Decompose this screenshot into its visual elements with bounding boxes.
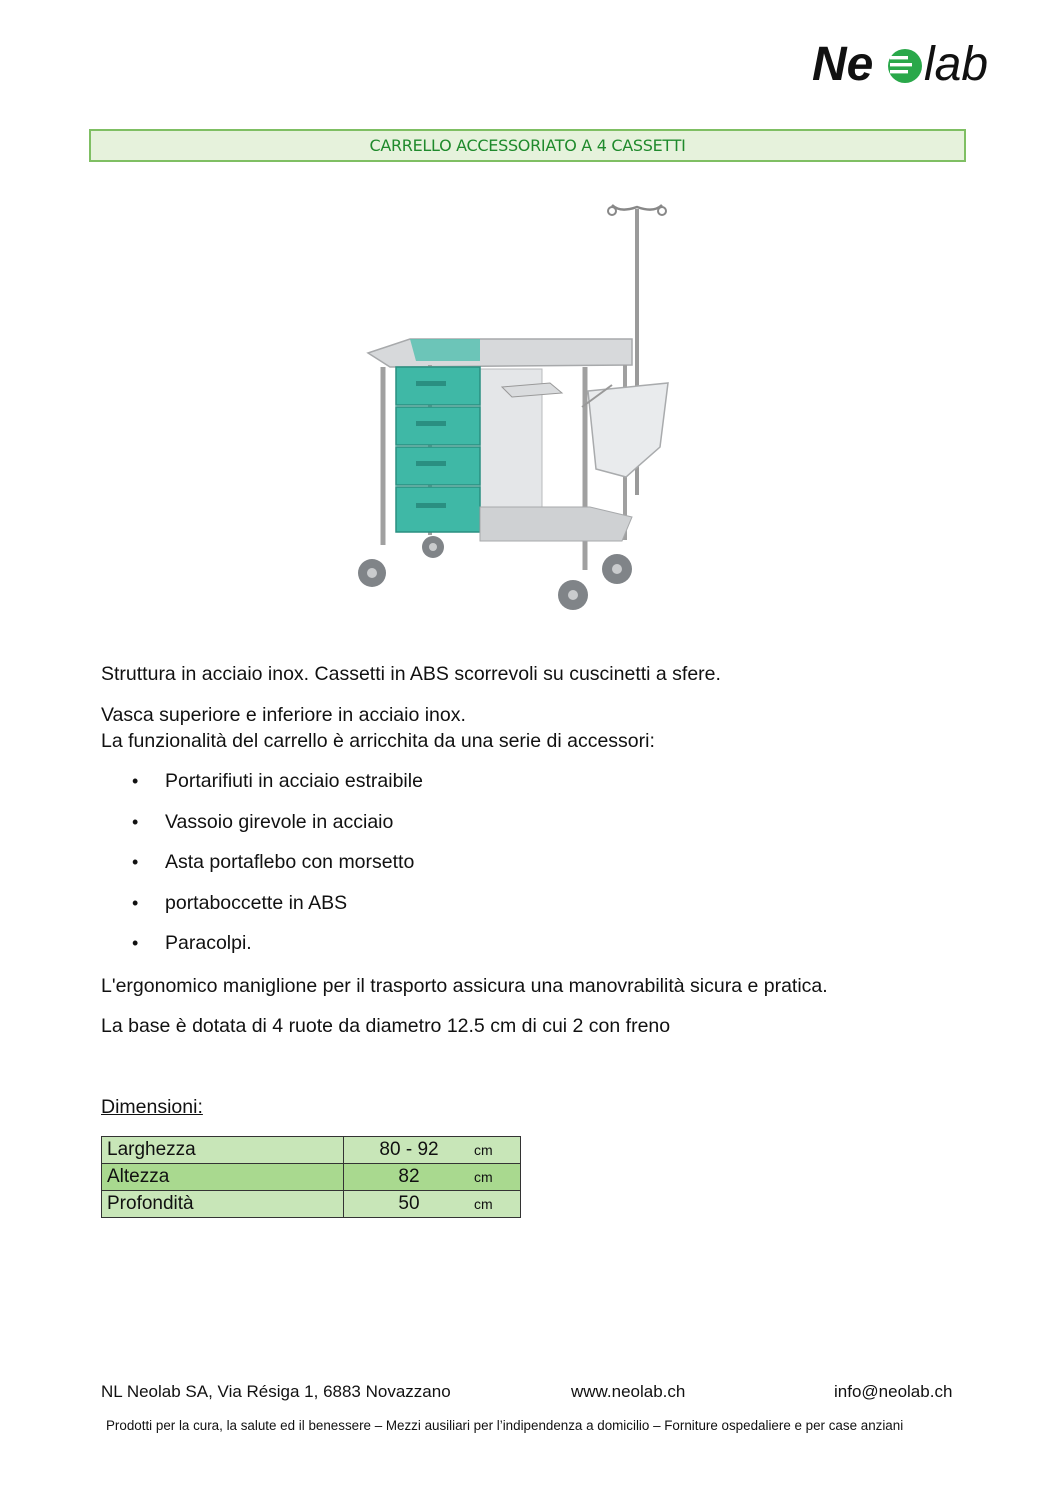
page-title: CARRELLO ACCESSORIATO A 4 CASSETTI: [369, 136, 686, 155]
table-row: [102, 1137, 521, 1164]
logo-text-right: lab: [924, 38, 989, 91]
dimension-value: 82: [344, 1164, 475, 1191]
description-paragraph-2: Vasca superiore e inferiore in acciaio inox.: [101, 704, 466, 726]
dimension-name: Larghezza: [102, 1137, 344, 1164]
list-item: • portaboccette in ABS: [101, 890, 423, 931]
description-paragraph-4: L'ergonomico maniglione per il trasporto assicura una manovrabilità sicura e pratica.: [101, 975, 828, 997]
footer-email-link[interactable]: info@neolab.ch: [834, 1382, 953, 1401]
dimension-name: Profondità: [102, 1191, 344, 1218]
dimension-unit: cm: [474, 1164, 521, 1191]
dimension-value: 80 - 92: [344, 1137, 475, 1164]
description-paragraph-3: La funzionalità del carrello è arricchita da una serie di accessori:: [101, 730, 655, 752]
footer-website-link[interactable]: www.neolab.ch: [571, 1382, 686, 1401]
accessories-list: [101, 768, 423, 971]
dimension-unit: cm: [474, 1137, 521, 1164]
logo-text-left: Ne: [812, 38, 874, 91]
table-row: [102, 1164, 521, 1191]
logo-mark-icon: [888, 49, 922, 83]
title-bar: [89, 129, 966, 162]
list-item: • Asta portaflebo con morsetto: [101, 849, 423, 890]
list-item: • Portarifiuti in acciaio estraibile: [101, 768, 423, 809]
footer-address: NL Neolab SA, Via Résiga 1, 6883 Novazzano: [101, 1382, 451, 1401]
dimension-unit: cm: [474, 1191, 521, 1218]
neolab-logo: [812, 36, 1012, 92]
description-paragraph-1: Struttura in acciaio inox. Cassetti in ABS scorrevoli su cuscinetti a sfere.: [101, 663, 721, 685]
dimensions-title: Dimensioni:: [101, 1096, 203, 1118]
list-item: • Paracolpi.: [101, 930, 423, 971]
dimension-value: 50: [344, 1191, 475, 1218]
list-item: • Vassoio girevole in acciaio: [101, 809, 423, 850]
dimension-name: Altezza: [102, 1164, 344, 1191]
footer-tagline: Prodotti per la cura, la salute ed il benessere – Mezzi ausiliari per l’indipendenza a domicilio – Forniture ospedaliere e per case anziani: [106, 1418, 904, 1433]
dimensions-table: [101, 1136, 521, 1218]
table-row: [102, 1191, 521, 1218]
description-paragraph-5: La base è dotata di 4 ruote da diametro 12.5 cm di cui 2 con freno: [101, 1015, 671, 1037]
trolley-image: [350, 195, 680, 625]
